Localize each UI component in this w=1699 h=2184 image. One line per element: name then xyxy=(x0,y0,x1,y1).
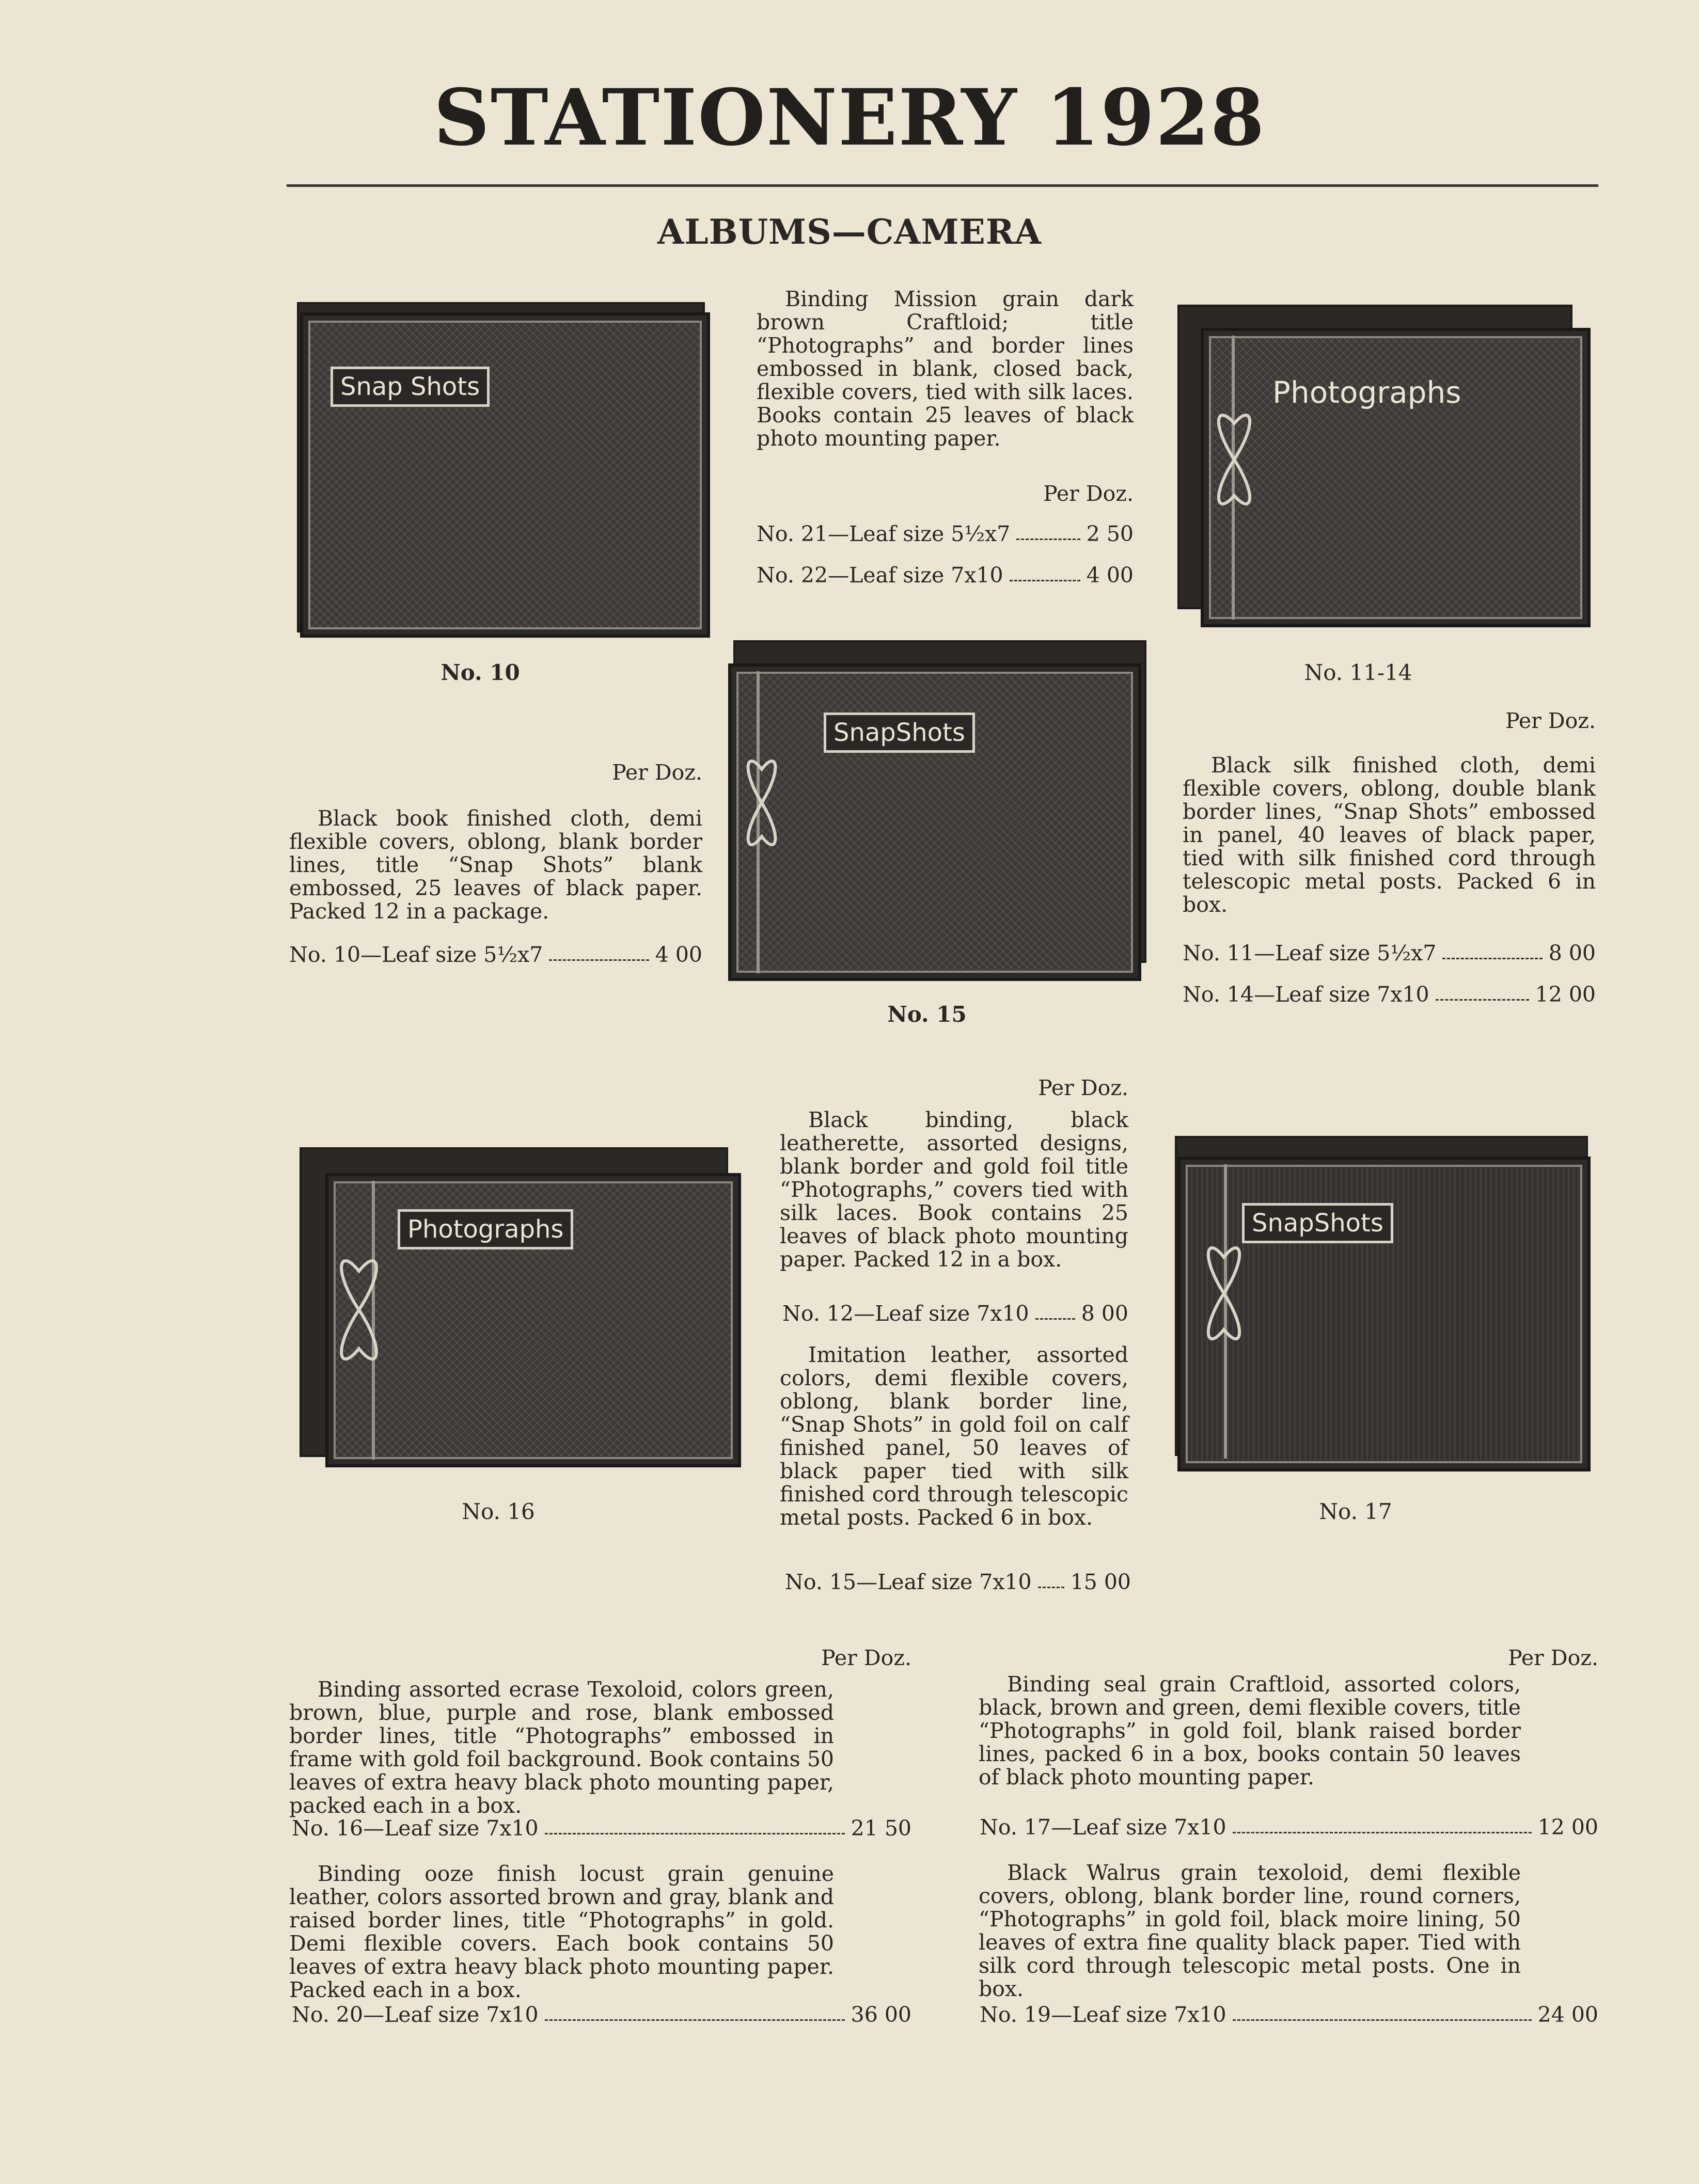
album-15-cover-label: SnapShots xyxy=(824,713,975,753)
album-10-illustration xyxy=(297,302,710,638)
item-no-16-label: No. 16—Leaf size 7x10 xyxy=(292,1816,539,1841)
album-16-description: Binding assorted ecrase Texoloid, colors green, brown, blue, purple and rose, blank embossed border lines, title “Photographs” embossed in frame with gold foil background. Book contains 50 leaves of extra heavy black photo mounting paper, packed each in a box. xyxy=(289,1677,834,1818)
album-17-caption: No. 17 xyxy=(1319,1499,1392,1524)
item-no-21-price: 2 50 xyxy=(1086,521,1134,546)
section-heading: ALBUMS—CAMERA xyxy=(657,212,1042,252)
item-no-22-label: No. 22—Leaf size 7x10 xyxy=(757,563,1003,588)
leader-dots xyxy=(1442,958,1542,959)
item-no-14-label: No. 14—Leaf size 7x10 xyxy=(1183,982,1429,1007)
item-no-19 xyxy=(980,2002,1598,2027)
item-no-12 xyxy=(782,1301,1128,1326)
album-19-description: Black Walrus grain texoloid, demi flexible covers, oblong, blank border line, round corners, “Photographs” in gold foil, black moire lining, 50 leaves of extra fine quality black paper. Tied with silk cord through telescopic metal posts. One in box. xyxy=(979,1860,1521,2001)
album-15-description: Imitation leather, assorted colors, demi flexible covers, oblong, blank border line, “Snap Shots” in gold foil on calf finished panel, 50 leaves of black paper tied with silk finished cord through telescopic metal posts. Packed 6 in box. xyxy=(780,1342,1128,1530)
albums-17-19-per-doz: Per Doz. xyxy=(1508,1645,1598,1670)
page-title: STATIONERY 1928 xyxy=(433,72,1266,163)
item-no-21-label: No. 21—Leaf size 5½x7 xyxy=(757,521,1011,546)
item-no-16-price: 21 50 xyxy=(851,1816,911,1841)
item-no-12-label: No. 12—Leaf size 7x10 xyxy=(782,1301,1029,1326)
item-no-16 xyxy=(292,1816,911,1841)
title-divider xyxy=(287,184,1598,187)
item-no-10-price: 4 00 xyxy=(655,942,702,967)
item-no-17-price: 12 00 xyxy=(1537,1815,1598,1840)
album-20-description: Binding ooze finish locust grain genuine leather, colors assorted brown and gray, blank and raised border lines, title “Photographs” in gold. Demi flexible covers. Each book contains 50 leaves of extra heavy black photo mounting paper. Packed each in a box. xyxy=(289,1861,834,2002)
item-no-17-label: No. 17—Leaf size 7x10 xyxy=(980,1815,1226,1840)
leader-dots xyxy=(1436,999,1529,1001)
item-no-15 xyxy=(785,1570,1131,1594)
album-11-14-per-doz: Per Doz. xyxy=(1505,708,1596,733)
item-no-21 xyxy=(757,521,1134,546)
leader-dots xyxy=(1035,1318,1075,1320)
item-no-22 xyxy=(757,563,1134,588)
leader-dots xyxy=(549,959,649,961)
album-10-caption: No. 10 xyxy=(441,660,520,685)
album-17-illustration xyxy=(1175,1136,1591,1471)
album-17-description: Binding seal grain Craftloid, assorted colors, black, brown and green, demi flexible covers, title “Photographs” in gold foil, blank raised border lines, packed 6 in a box, books contain 50 leaves of black photo mounting paper. xyxy=(979,1672,1521,1790)
album-11-14-description: Black silk finished cloth, demi flexible covers, oblong, double blank border lines, “Snap Shots” embossed in panel, 40 leaves of black paper, tied with silk finished cord through telescopic metal posts. Packed 6 in box. xyxy=(1183,753,1596,917)
item-no-20-label: No. 20—Leaf size 7x10 xyxy=(292,2002,539,2027)
album-10-cover-label: Snap Shots xyxy=(331,367,490,407)
bow-tie-icon xyxy=(1206,392,1263,527)
item-no-19-label: No. 19—Leaf size 7x10 xyxy=(980,2002,1226,2027)
albums-21-22-description: Binding Mission grain dark brown Craftloid; title “Photographs” and border lines embossed in blank, closed back, flexible covers, tied with silk laces. Books contain 25 leaves of black photo mounting paper. xyxy=(757,287,1134,451)
bow-tie-icon xyxy=(328,1235,390,1385)
album-16-cover-label: Photographs xyxy=(398,1209,573,1249)
item-no-15-label: No. 15—Leaf size 7x10 xyxy=(785,1570,1032,1594)
album-11-14-caption: No. 11-14 xyxy=(1304,660,1412,685)
leader-dots xyxy=(1016,539,1080,540)
item-no-11-price: 8 00 xyxy=(1548,941,1596,966)
item-no-14-price: 12 00 xyxy=(1535,982,1596,1007)
item-no-22-price: 4 00 xyxy=(1086,563,1134,588)
item-no-11-label: No. 11—Leaf size 5½x7 xyxy=(1183,941,1437,966)
albums-12-15-per-doz: Per Doz. xyxy=(1038,1075,1128,1100)
album-12-description: Black binding, black leatherette, assorted designs, blank border and gold foil title “Photographs,” covers tied with silk laces. Book contains 25 leaves of black photo mounting paper. Packed 12 in a box. xyxy=(780,1107,1128,1272)
album-16-illustration xyxy=(300,1147,741,1467)
leader-dots xyxy=(1233,2019,1532,2021)
item-no-11 xyxy=(1183,941,1596,966)
item-no-20 xyxy=(292,2002,911,2027)
item-no-20-price: 36 00 xyxy=(851,2002,911,2027)
album-15-caption: No. 15 xyxy=(887,1002,967,1027)
item-no-10-label: No. 10—Leaf size 5½x7 xyxy=(289,942,543,967)
albums-16-20-per-doz: Per Doz. xyxy=(821,1645,911,1670)
album-10-per-doz: Per Doz. xyxy=(612,760,702,785)
item-no-15-price: 15 00 xyxy=(1070,1570,1131,1594)
album-11-14-illustration xyxy=(1177,305,1591,627)
album-16-caption: No. 16 xyxy=(462,1499,535,1524)
album-17-cover-label: SnapShots xyxy=(1242,1203,1393,1243)
item-no-19-price: 24 00 xyxy=(1537,2002,1598,2027)
item-no-12-price: 8 00 xyxy=(1081,1301,1128,1326)
leader-dots xyxy=(1038,1587,1064,1588)
album-15-illustration xyxy=(728,640,1146,981)
leader-dots xyxy=(1233,1832,1532,1833)
bow-tie-icon xyxy=(1198,1224,1250,1363)
leader-dots xyxy=(545,1833,845,1834)
item-no-17 xyxy=(980,1815,1598,1840)
leader-dots xyxy=(1010,580,1080,581)
albums-21-22-per-doz: Per Doz. xyxy=(1043,481,1134,506)
leader-dots xyxy=(545,2019,845,2021)
item-no-10 xyxy=(289,942,702,967)
bow-tie-icon xyxy=(738,738,785,867)
item-no-14 xyxy=(1183,982,1596,1007)
album-10-description: Black book finished cloth, demi flexible covers, oblong, blank border lines, title “Snap Shots” blank embossed, 25 leaves of black paper. Packed 12 in a package. xyxy=(289,806,702,924)
album-11-14-cover-label: Photographs xyxy=(1272,375,1461,410)
